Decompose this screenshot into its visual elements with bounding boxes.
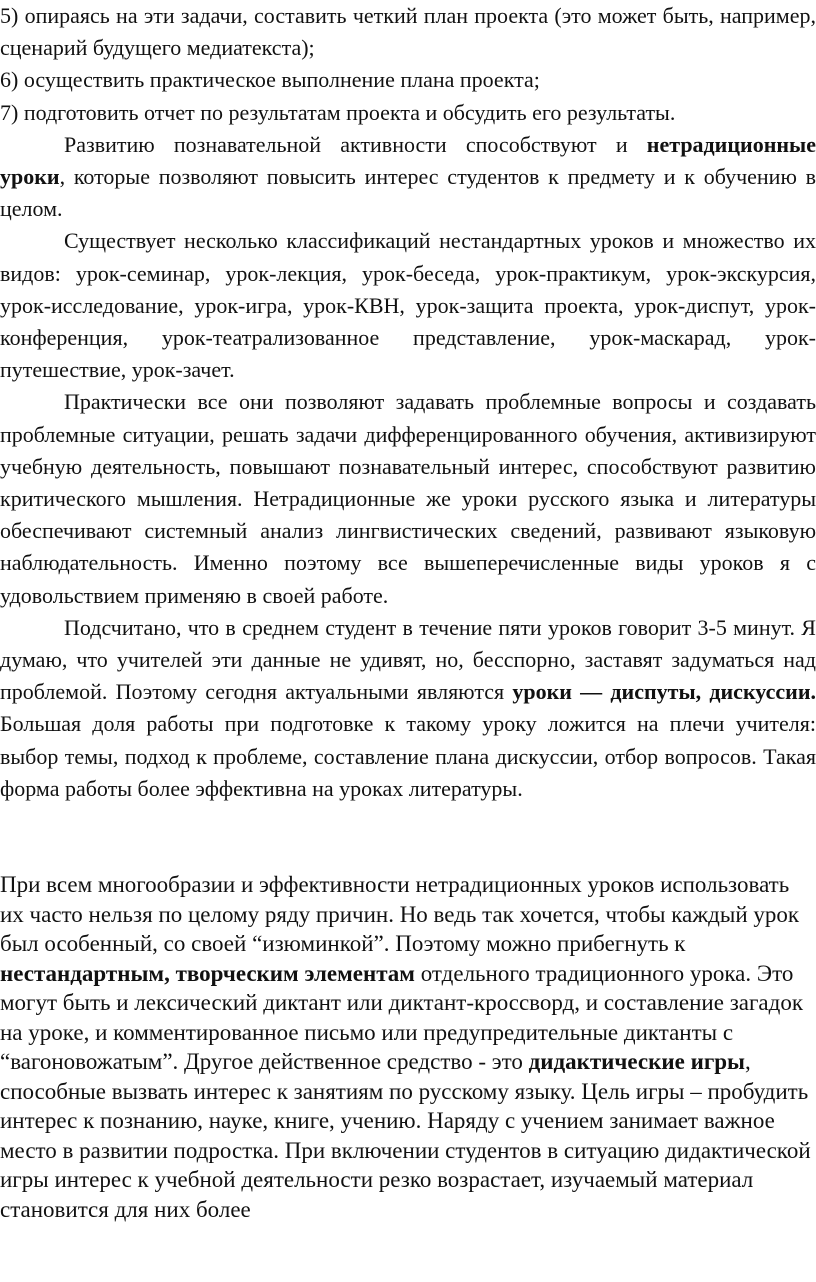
list-item-6: 6) осуществить практическое выполнение плана проекта; (0, 67, 540, 93)
bold-term: нестандартным, творческим элементам (0, 960, 415, 986)
text-run: , способные вызвать интерес к занятиям по русскому языку. Цель игры – пробудить интерес к познанию, науке, книге, учению. Наряду с учением занимает важное место в развитии подростка. При включении студентов в ситуацию дидактической игры интерес к учебной деятельности резко возрастает, изучаемый материал становится для них более (0, 1049, 811, 1222)
list-item-5: 5) опираясь на эти задачи, составить четкий план проекта (это может быть, например, сценарий будущего медиатекста); (0, 3, 816, 61)
text-run: Большая доля работы при подготовке к такому уроку ложится на плечи учителя: выбор темы, подход к проблеме, составление плана дискуссии, отбор вопросов. Такая форма работы более эффективна на уроках литературы. (0, 711, 816, 801)
bold-term: дидактические игры (528, 1049, 746, 1074)
text-run: Развитию познавательной активности способствуют и (64, 131, 647, 157)
paragraph-creative-elements (0, 870, 816, 1224)
paragraph-lesson-types: Существует несколько классификаций нестандартных уроков и множество их видов: урок-семинар, урок-лекция, урок-беседа, урок-практикум, урок-экскурсия, урок-исследование, урок-игра, урок-КВН, урок-защита проекта, урок-диспут, урок-конференция, урок-театрализованное представление, урок-маскарад, урок-путешествие, урок-зачет. (0, 228, 816, 383)
paragraph-nontraditional-lessons (0, 129, 816, 226)
text-run: , которые позволяют повысить интерес студентов к предмету и к обучению в целом. (0, 164, 816, 222)
list-item-7: 7) подготовить отчет по результатам проекта и обсудить его результаты. (0, 99, 676, 125)
paragraph-discussions (0, 612, 816, 805)
text-run: Подсчитано, что в среднем студент в течение пяти уроков говорит 3-5 минут. Я думаю, что учителей эти данные не удивят, но, бесспорно, заставят задуматься над проблемой. Поэтому сегодня актуальными являются (0, 614, 816, 705)
text-run: отдельного традиционного урока. Это могут быть и лексический диктант или диктант-кроссворд, и составление загадок на уроке, и комментированное письмо или предупредительные диктанты с “вагоновожатым”. Другое действенное средство - это (0, 960, 804, 1074)
text-run: При всем многообразии и эффективности нетрадиционных уроков использовать их часто нельзя по целому ряду причин. Но ведь так хочется, чтобы каждый урок был особенный, со своей “изюминкой”. Поэтому можно прибегнуть к (0, 872, 800, 956)
paragraph-benefits: Практически все они позволяют задавать проблемные вопросы и создавать проблемные ситуации, решать задачи дифференцированного обучения, активизируют учебную деятельность, повышают познавательный интерес, способствуют развитию критического мышления. Нетрадиционные же уроки русского языка и литературы обеспечивают системный анализ лингвистических сведений, развивают языковую наблюдательность. Именно поэтому все вышеперечисленные виды уроков я с удовольствием применяю в своей работе. (0, 389, 816, 608)
bold-term: уроки — диспуты, дискуссии. (512, 679, 816, 705)
bold-term: нетрадиционные уроки (0, 131, 816, 190)
document-body-bottom (0, 870, 816, 1224)
